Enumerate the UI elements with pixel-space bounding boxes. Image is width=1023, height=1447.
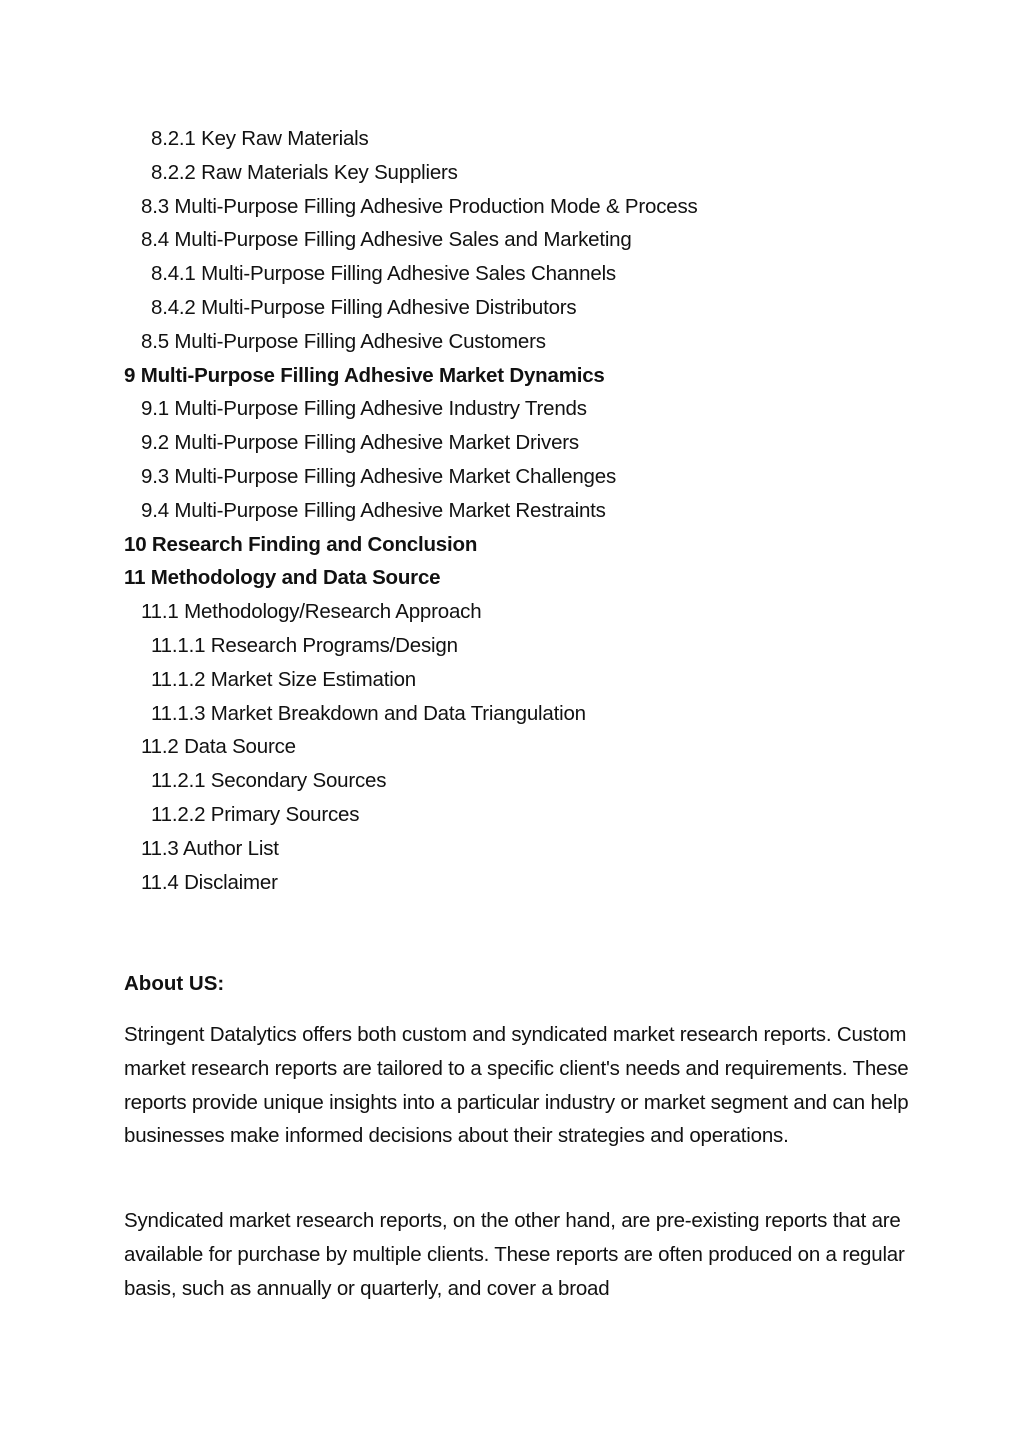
toc-item: 9.3 Multi-Purpose Filling Adhesive Market Challenges [141, 464, 617, 488]
toc-section-heading: 9 Multi-Purpose Filling Adhesive Market Dynamics [124, 363, 605, 387]
toc-item: 8.2.2 Raw Materials Key Suppliers [151, 160, 458, 184]
toc-item: 11.2 Data Source [141, 735, 296, 759]
toc-item: 11.1.1 Research Programs/Design [151, 633, 458, 657]
toc-item: 8.2.1 Key Raw Materials [151, 127, 369, 150]
toc-item: 11.3 Author List [141, 836, 279, 860]
toc-item: 9.4 Multi-Purpose Filling Adhesive Market Restraints [141, 498, 606, 522]
toc-item: 11.4 Disclaimer [141, 870, 278, 894]
about-us-paragraph: Stringent Datalytics offers both custom and syndicated market research reports. Custom market research reports are tailored to a specific client's needs and requirements. These reports provide unique insights into a particular industry or market segment and can help businesses make informed decisions about their strategies and operations. [124, 1023, 909, 1148]
toc-item: 11.1.2 Market Size Estimation [151, 667, 416, 691]
toc-item: 11.2.1 Secondary Sources [151, 769, 387, 793]
about-us-heading: About US: [124, 972, 225, 995]
toc-section-heading: 11 Methodology and Data Source [124, 566, 441, 590]
toc-item: 8.4 Multi-Purpose Filling Adhesive Sales and Marketing [141, 228, 632, 252]
toc-section-heading: 10 Research Finding and Conclusion [124, 532, 478, 556]
toc-item: 8.4.2 Multi-Purpose Filling Adhesive Distributors [151, 295, 577, 319]
toc-item: 11.1 Methodology/Research Approach [141, 600, 482, 624]
toc-item: 8.5 Multi-Purpose Filling Adhesive Customers [141, 329, 546, 353]
toc-item: 9.2 Multi-Purpose Filling Adhesive Market Drivers [141, 431, 579, 455]
toc-item: 11.2.2 Primary Sources [151, 802, 360, 826]
toc-item: 9.1 Multi-Purpose Filling Adhesive Industry Trends [141, 397, 587, 421]
table-of-contents [124, 122, 924, 899]
toc-item: 11.1.3 Market Breakdown and Data Triangulation [151, 701, 586, 725]
toc-item: 8.3 Multi-Purpose Filling Adhesive Production Mode & Process [141, 194, 698, 218]
toc-item: 8.4.1 Multi-Purpose Filling Adhesive Sales Channels [151, 262, 616, 286]
about-us-paragraph: Syndicated market research reports, on the other hand, are pre-existing reports that are available for purchase by multiple clients. These reports are often produced on a regular basis, such as annually or quarterly, and cover a broad [124, 1209, 905, 1300]
